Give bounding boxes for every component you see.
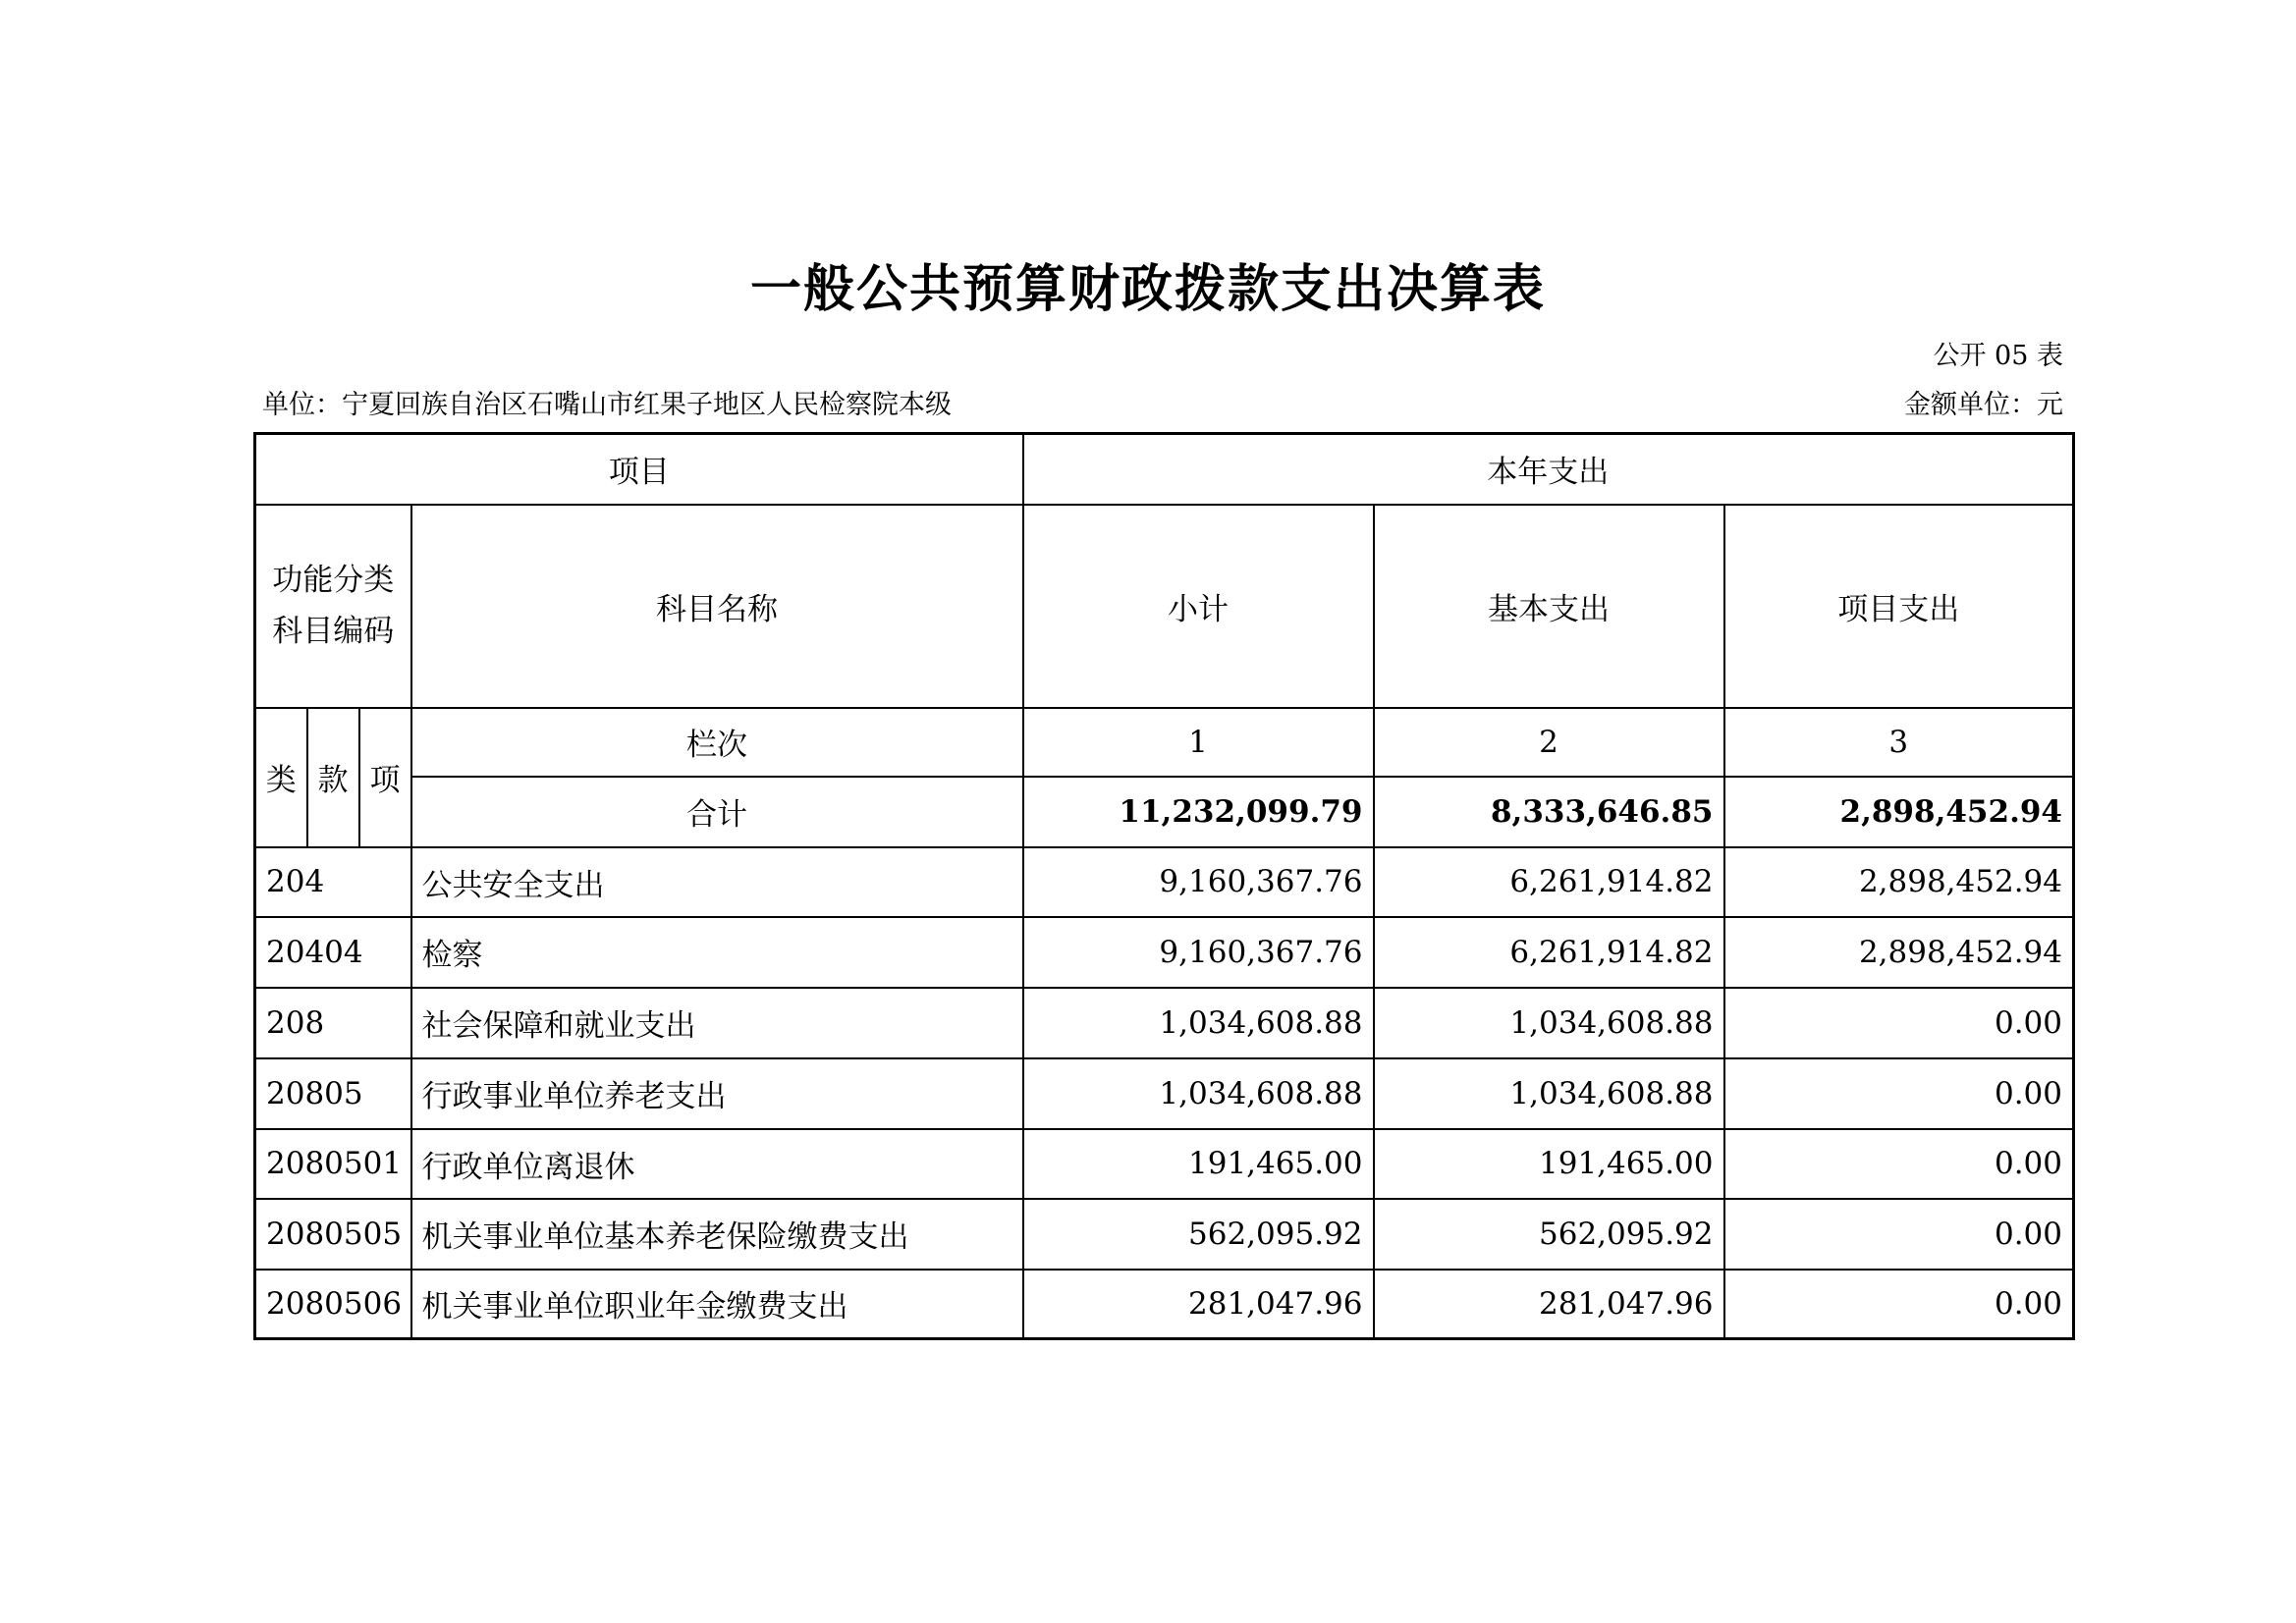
row-project: 0.00 — [1724, 1058, 2074, 1129]
row-basic: 191,465.00 — [1374, 1129, 1724, 1199]
table-row — [255, 988, 2074, 1058]
row-project: 2,898,452.94 — [1724, 847, 2074, 917]
row-code: 2080506 — [255, 1270, 411, 1339]
row-name: 机关事业单位基本养老保险缴费支出 — [411, 1199, 1023, 1270]
row-name: 社会保障和就业支出 — [411, 988, 1023, 1058]
row-code: 2080505 — [255, 1199, 411, 1270]
header-basic-expense: 基本支出 — [1374, 505, 1724, 708]
row-subtotal: 562,095.92 — [1023, 1199, 1374, 1270]
column-number-label: 栏次 — [411, 708, 1023, 777]
column-number-2: 2 — [1374, 708, 1724, 777]
row-code: 20805 — [255, 1058, 411, 1129]
row-basic: 6,261,914.82 — [1374, 917, 1724, 988]
row-code: 208 — [255, 988, 411, 1058]
row-code: 20404 — [255, 917, 411, 988]
row-basic: 1,034,608.88 — [1374, 988, 1724, 1058]
row-project: 0.00 — [1724, 1129, 2074, 1199]
header-subject-name: 科目名称 — [411, 505, 1023, 708]
row-project: 2,898,452.94 — [1724, 917, 2074, 988]
row-subtotal: 191,465.00 — [1023, 1129, 1374, 1199]
header-xiang: 项 — [359, 708, 411, 847]
table-row — [255, 1270, 2074, 1339]
header-project: 项目 — [255, 434, 1023, 505]
row-name: 行政单位离退休 — [411, 1129, 1023, 1199]
header-kuan: 款 — [307, 708, 359, 847]
column-number-3: 3 — [1724, 708, 2074, 777]
row-basic: 6,261,914.82 — [1374, 847, 1724, 917]
row-basic: 562,095.92 — [1374, 1199, 1724, 1270]
header-func-code: 功能分类科目编码 — [255, 505, 411, 708]
row-subtotal: 281,047.96 — [1023, 1270, 1374, 1339]
total-project: 2,898,452.94 — [1724, 777, 2074, 847]
table-code: 公开 05 表 — [1933, 341, 2063, 371]
total-subtotal: 11,232,099.79 — [1023, 777, 1374, 847]
table-row — [255, 1199, 2074, 1270]
column-number-1: 1 — [1023, 708, 1374, 777]
total-basic: 8,333,646.85 — [1374, 777, 1724, 847]
column-number-row — [255, 708, 2074, 777]
amount-unit: 金额单位：元 — [1904, 390, 2063, 420]
row-subtotal: 1,034,608.88 — [1023, 988, 1374, 1058]
row-subtotal: 9,160,367.76 — [1023, 917, 1374, 988]
table-row — [255, 917, 2074, 988]
total-label: 合计 — [411, 777, 1023, 847]
header-row-2 — [255, 505, 2074, 708]
row-code: 204 — [255, 847, 411, 917]
page-title: 一般公共预算财政拨款支出决算表 — [749, 259, 1546, 319]
header-project-expense: 项目支出 — [1724, 505, 2074, 708]
row-code: 2080501 — [255, 1129, 411, 1199]
row-name: 检察 — [411, 917, 1023, 988]
header-lei: 类 — [255, 708, 307, 847]
header-subtotal: 小计 — [1023, 505, 1374, 708]
table-row — [255, 1058, 2074, 1129]
row-project: 0.00 — [1724, 1199, 2074, 1270]
table-row — [255, 1129, 2074, 1199]
row-name: 机关事业单位职业年金缴费支出 — [411, 1270, 1023, 1339]
total-row — [255, 777, 2074, 847]
row-project: 0.00 — [1724, 988, 2074, 1058]
row-basic: 281,047.96 — [1374, 1270, 1724, 1339]
row-basic: 1,034,608.88 — [1374, 1058, 1724, 1129]
row-name: 公共安全支出 — [411, 847, 1023, 917]
row-subtotal: 9,160,367.76 — [1023, 847, 1374, 917]
row-project: 0.00 — [1724, 1270, 2074, 1339]
row-name: 行政事业单位养老支出 — [411, 1058, 1023, 1129]
table-row — [255, 847, 2074, 917]
reporting-unit: 单位：宁夏回族自治区石嘴山市红果子地区人民检察院本级 — [262, 390, 952, 420]
expense-table — [253, 432, 2075, 1340]
header-current-year-expense: 本年支出 — [1023, 434, 2074, 505]
header-row-1 — [255, 434, 2074, 505]
row-subtotal: 1,034,608.88 — [1023, 1058, 1374, 1129]
